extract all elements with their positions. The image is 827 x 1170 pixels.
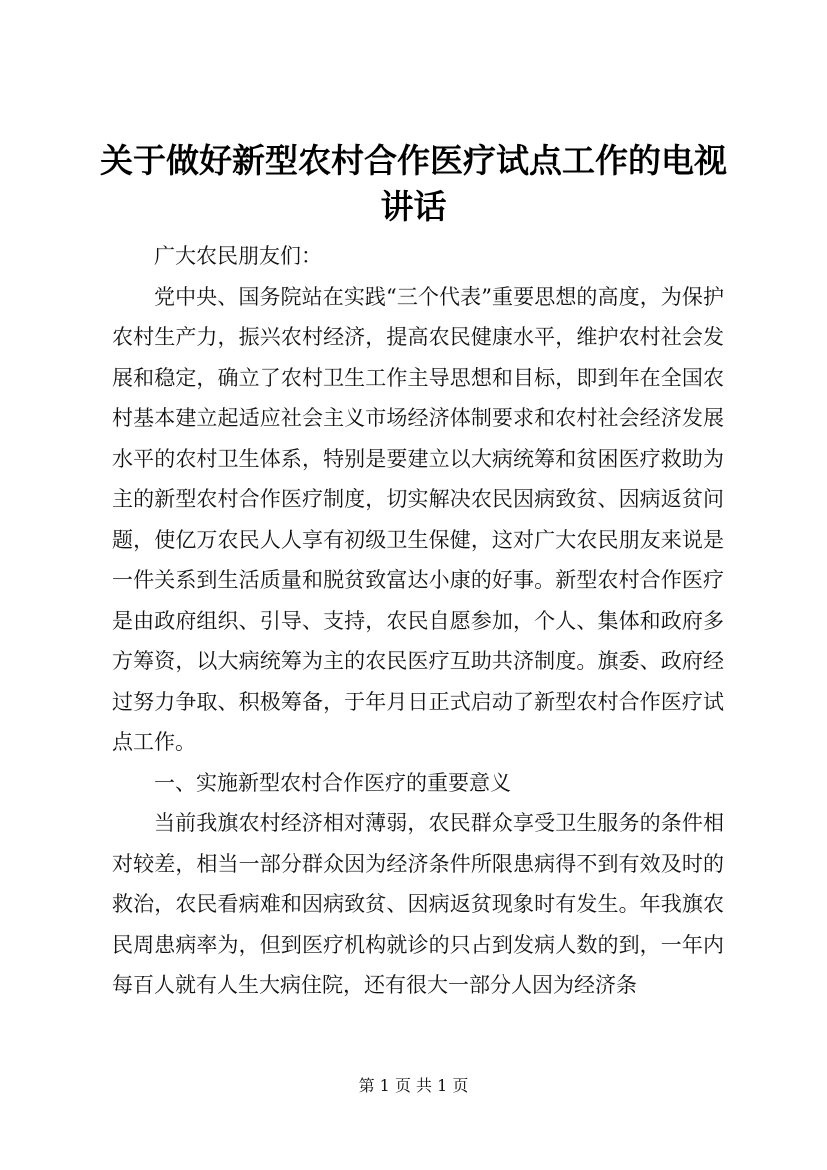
paragraph-intro: 党中央、国务院站在实践“三个代表”重要思想的高度，为保护农村生产力，振兴农村经济，提高农民健康水平，维护农村社会发展和稳定，确立了农村卫生工作主导思想和目标，即到年在全国农村基本建立起适应社会主义市场经济体制要求和农村社会经济发展水平的农村卫生体系，特别是要建立以大病统筹和贫困医疗救助为主的新型农村合作医疗制度，切实解决农民因病致贫、因病返贫问题，使亿万农民人人享有初级卫生保健，这对广大农民朋友来说是一件关系到生活质量和脱贫致富达小康的好事。新型农村合作医疗是由政府组织、引导、支持，农民自愿参加，个人、集体和政府多方筹资，以大病统筹为主的农民医疗互助共济制度。旗委、政府经过努力争取、积极筹备，于年月日正式启动了新型农村合作医疗试点工作。 [112, 284, 724, 754]
paragraph-salutation: 广大农民朋友们： [154, 244, 322, 268]
paragraph-significance: 当前我旗农村经济相对薄弱，农民群众享受卫生服务的条件相对较差，相当一部分群众因为经济条件所限患病得不到有效及时的救治，农民看病难和因病致贫、因病返贫现象时有发生。年我旗农民周患病率为，但到医疗机构就诊的只占到发病人数的到，一年内每百人就有人生大病住院，还有很大一部分人因为经济条 [112, 811, 724, 997]
document-title: 关于做好新型农村合作医疗试点工作的电视讲话 [100, 141, 727, 226]
document-body [112, 236, 724, 1006]
page-footer: 第 1 页 共 1 页 [358, 1076, 469, 1095]
section-heading: 一、实施新型农村合作医疗的重要意义 [154, 770, 511, 795]
